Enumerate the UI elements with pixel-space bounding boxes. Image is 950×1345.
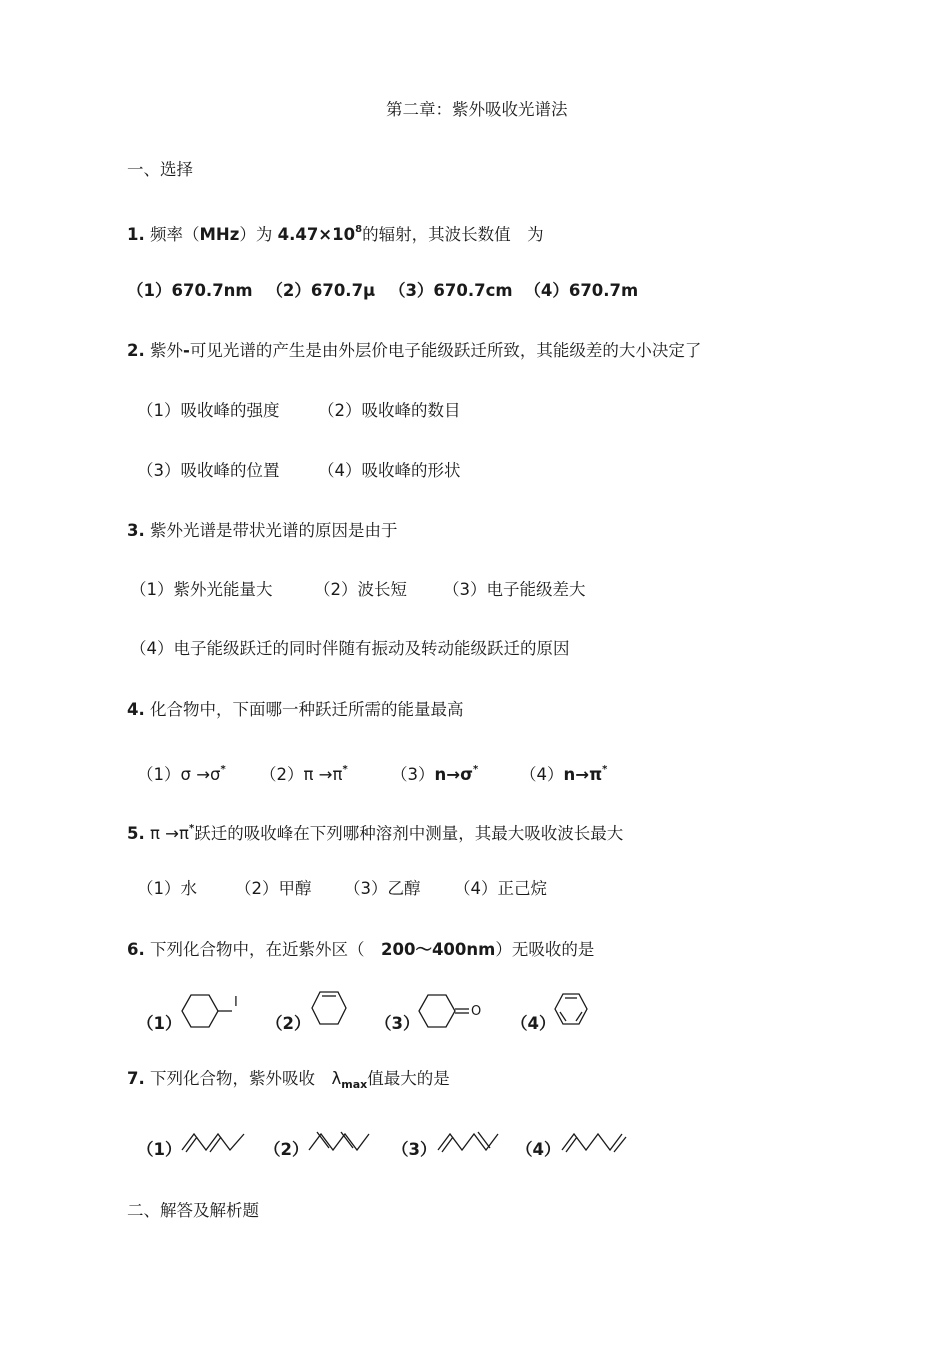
question-text: 化合物中，下面哪一种跃迁所需的能量最高 xyxy=(150,700,464,719)
option-label: （2） xyxy=(260,765,304,784)
question-text: 的辐射，其波长数值 为 xyxy=(362,225,544,244)
cyclohexanone-icon xyxy=(417,990,487,1030)
question-3 xyxy=(127,520,398,542)
option-4-label[interactable]: （4） xyxy=(511,1014,556,1033)
option-1[interactable]: （1）吸收峰的强度 xyxy=(137,401,280,420)
cyclohexene-icon xyxy=(310,988,350,1030)
question-text: ）为 xyxy=(239,225,273,244)
polyene-2-icon xyxy=(307,1128,377,1154)
option-3-label[interactable]: （3） xyxy=(375,1014,420,1033)
question-text: 下列化合物，紫外吸收 λ xyxy=(150,1069,342,1088)
page-title: 第二章：紫外吸收光谱法 xyxy=(386,100,568,119)
question-7 xyxy=(127,1068,450,1092)
star: * xyxy=(188,823,195,834)
polyene-3-icon xyxy=(436,1128,506,1154)
question-text: 频率（ xyxy=(150,225,200,244)
subscript-max: max xyxy=(341,1078,368,1091)
transition: π →π xyxy=(150,824,189,843)
star: * xyxy=(220,764,226,775)
polyene-1-icon xyxy=(180,1128,250,1154)
question-2 xyxy=(127,340,701,362)
question-number: 4. xyxy=(127,700,145,719)
iodocyclohexane-icon xyxy=(180,990,245,1030)
range: 200～400nm xyxy=(381,940,496,959)
benzene-icon xyxy=(553,990,591,1030)
option-1[interactable]: （1）670.7nm xyxy=(127,281,253,300)
section-heading-choice: 一、选择 xyxy=(127,160,193,179)
star: * xyxy=(472,764,479,775)
option-3[interactable]: （3）吸收峰的位置 xyxy=(137,461,280,480)
star: * xyxy=(602,764,608,775)
option-4[interactable]: （4）正己烷 xyxy=(454,879,547,898)
option-3-label[interactable]: （3） xyxy=(392,1140,437,1159)
option-4[interactable] xyxy=(520,759,607,786)
value: 4.47×10 xyxy=(277,225,356,244)
question-text: 值最大的是 xyxy=(367,1069,450,1088)
option-2[interactable]: （2）670.7μ xyxy=(266,281,376,300)
option-2[interactable]: （2）吸收峰的数目 xyxy=(318,401,461,420)
option-1-label[interactable]: （1） xyxy=(137,1140,182,1159)
transition: σ →σ xyxy=(180,765,221,784)
option-1[interactable]: （1）紫外光能量大 xyxy=(130,580,273,599)
option-3[interactable]: （3）乙醇 xyxy=(344,879,421,898)
question-text: 跃迁的吸收峰在下列哪种溶剂中测量，其最大吸收波长最大 xyxy=(194,824,624,843)
transition: n→π xyxy=(563,765,603,784)
question-1 xyxy=(127,219,544,246)
option-2-label[interactable]: （2） xyxy=(264,1140,309,1159)
question-number: 6. xyxy=(127,940,145,959)
option-1[interactable] xyxy=(137,759,226,786)
option-1-label[interactable]: （1） xyxy=(137,1014,182,1033)
option-4[interactable]: （4）吸收峰的形状 xyxy=(318,461,461,480)
question-6 xyxy=(127,939,594,961)
question-text: 下列化合物中，在近紫外区（ xyxy=(150,940,381,959)
option-label: （1） xyxy=(137,765,181,784)
option-2-label[interactable]: （2） xyxy=(266,1014,311,1033)
transition: n→σ xyxy=(434,765,473,784)
option-3[interactable] xyxy=(391,759,478,786)
polyene-4-icon xyxy=(560,1128,630,1154)
question-number: 5. xyxy=(127,824,145,843)
option-3[interactable]: （3）电子能级差大 xyxy=(443,580,586,599)
question-number: 2. xyxy=(127,341,145,360)
question-text: 紫外光谱是带状光谱的原因是由于 xyxy=(150,521,398,540)
option-label: （3） xyxy=(391,765,435,784)
question-number: 1. xyxy=(127,225,145,244)
option-4[interactable]: （4）电子能级跃迁的同时伴随有振动及转动能级跃迁的原因 xyxy=(130,639,570,658)
section-heading-answers: 二、解答及解析题 xyxy=(127,1201,259,1220)
dash: - xyxy=(183,341,190,360)
question-number: 7. xyxy=(127,1069,145,1088)
option-3[interactable]: （3）670.7cm xyxy=(388,281,513,300)
question-text: ）无吸收的是 xyxy=(495,940,595,959)
question-number: 3. xyxy=(127,521,145,540)
option-2[interactable]: （2）波长短 xyxy=(314,580,407,599)
atom-iodine: I xyxy=(234,995,238,1010)
exponent: 8 xyxy=(355,224,363,235)
option-2[interactable] xyxy=(260,759,348,786)
question-1-options xyxy=(127,280,638,302)
question-4 xyxy=(127,699,464,721)
question-text: 紫外 xyxy=(150,341,183,360)
atom-oxygen: O xyxy=(471,1004,482,1019)
option-1[interactable]: （1）水 xyxy=(137,879,197,898)
question-text: 可见光谱的产生是由外层价电子能级跃迁所致，其能级差的大小决定了 xyxy=(189,341,702,360)
option-2[interactable]: （2）甲醇 xyxy=(235,879,312,898)
star: * xyxy=(342,764,348,775)
transition: π →π xyxy=(303,765,343,784)
option-label: （4） xyxy=(520,765,564,784)
question-5 xyxy=(127,818,623,845)
option-4[interactable]: （4）670.7m xyxy=(524,281,639,300)
option-4-label[interactable]: （4） xyxy=(516,1140,561,1159)
unit: MHz xyxy=(199,225,240,244)
